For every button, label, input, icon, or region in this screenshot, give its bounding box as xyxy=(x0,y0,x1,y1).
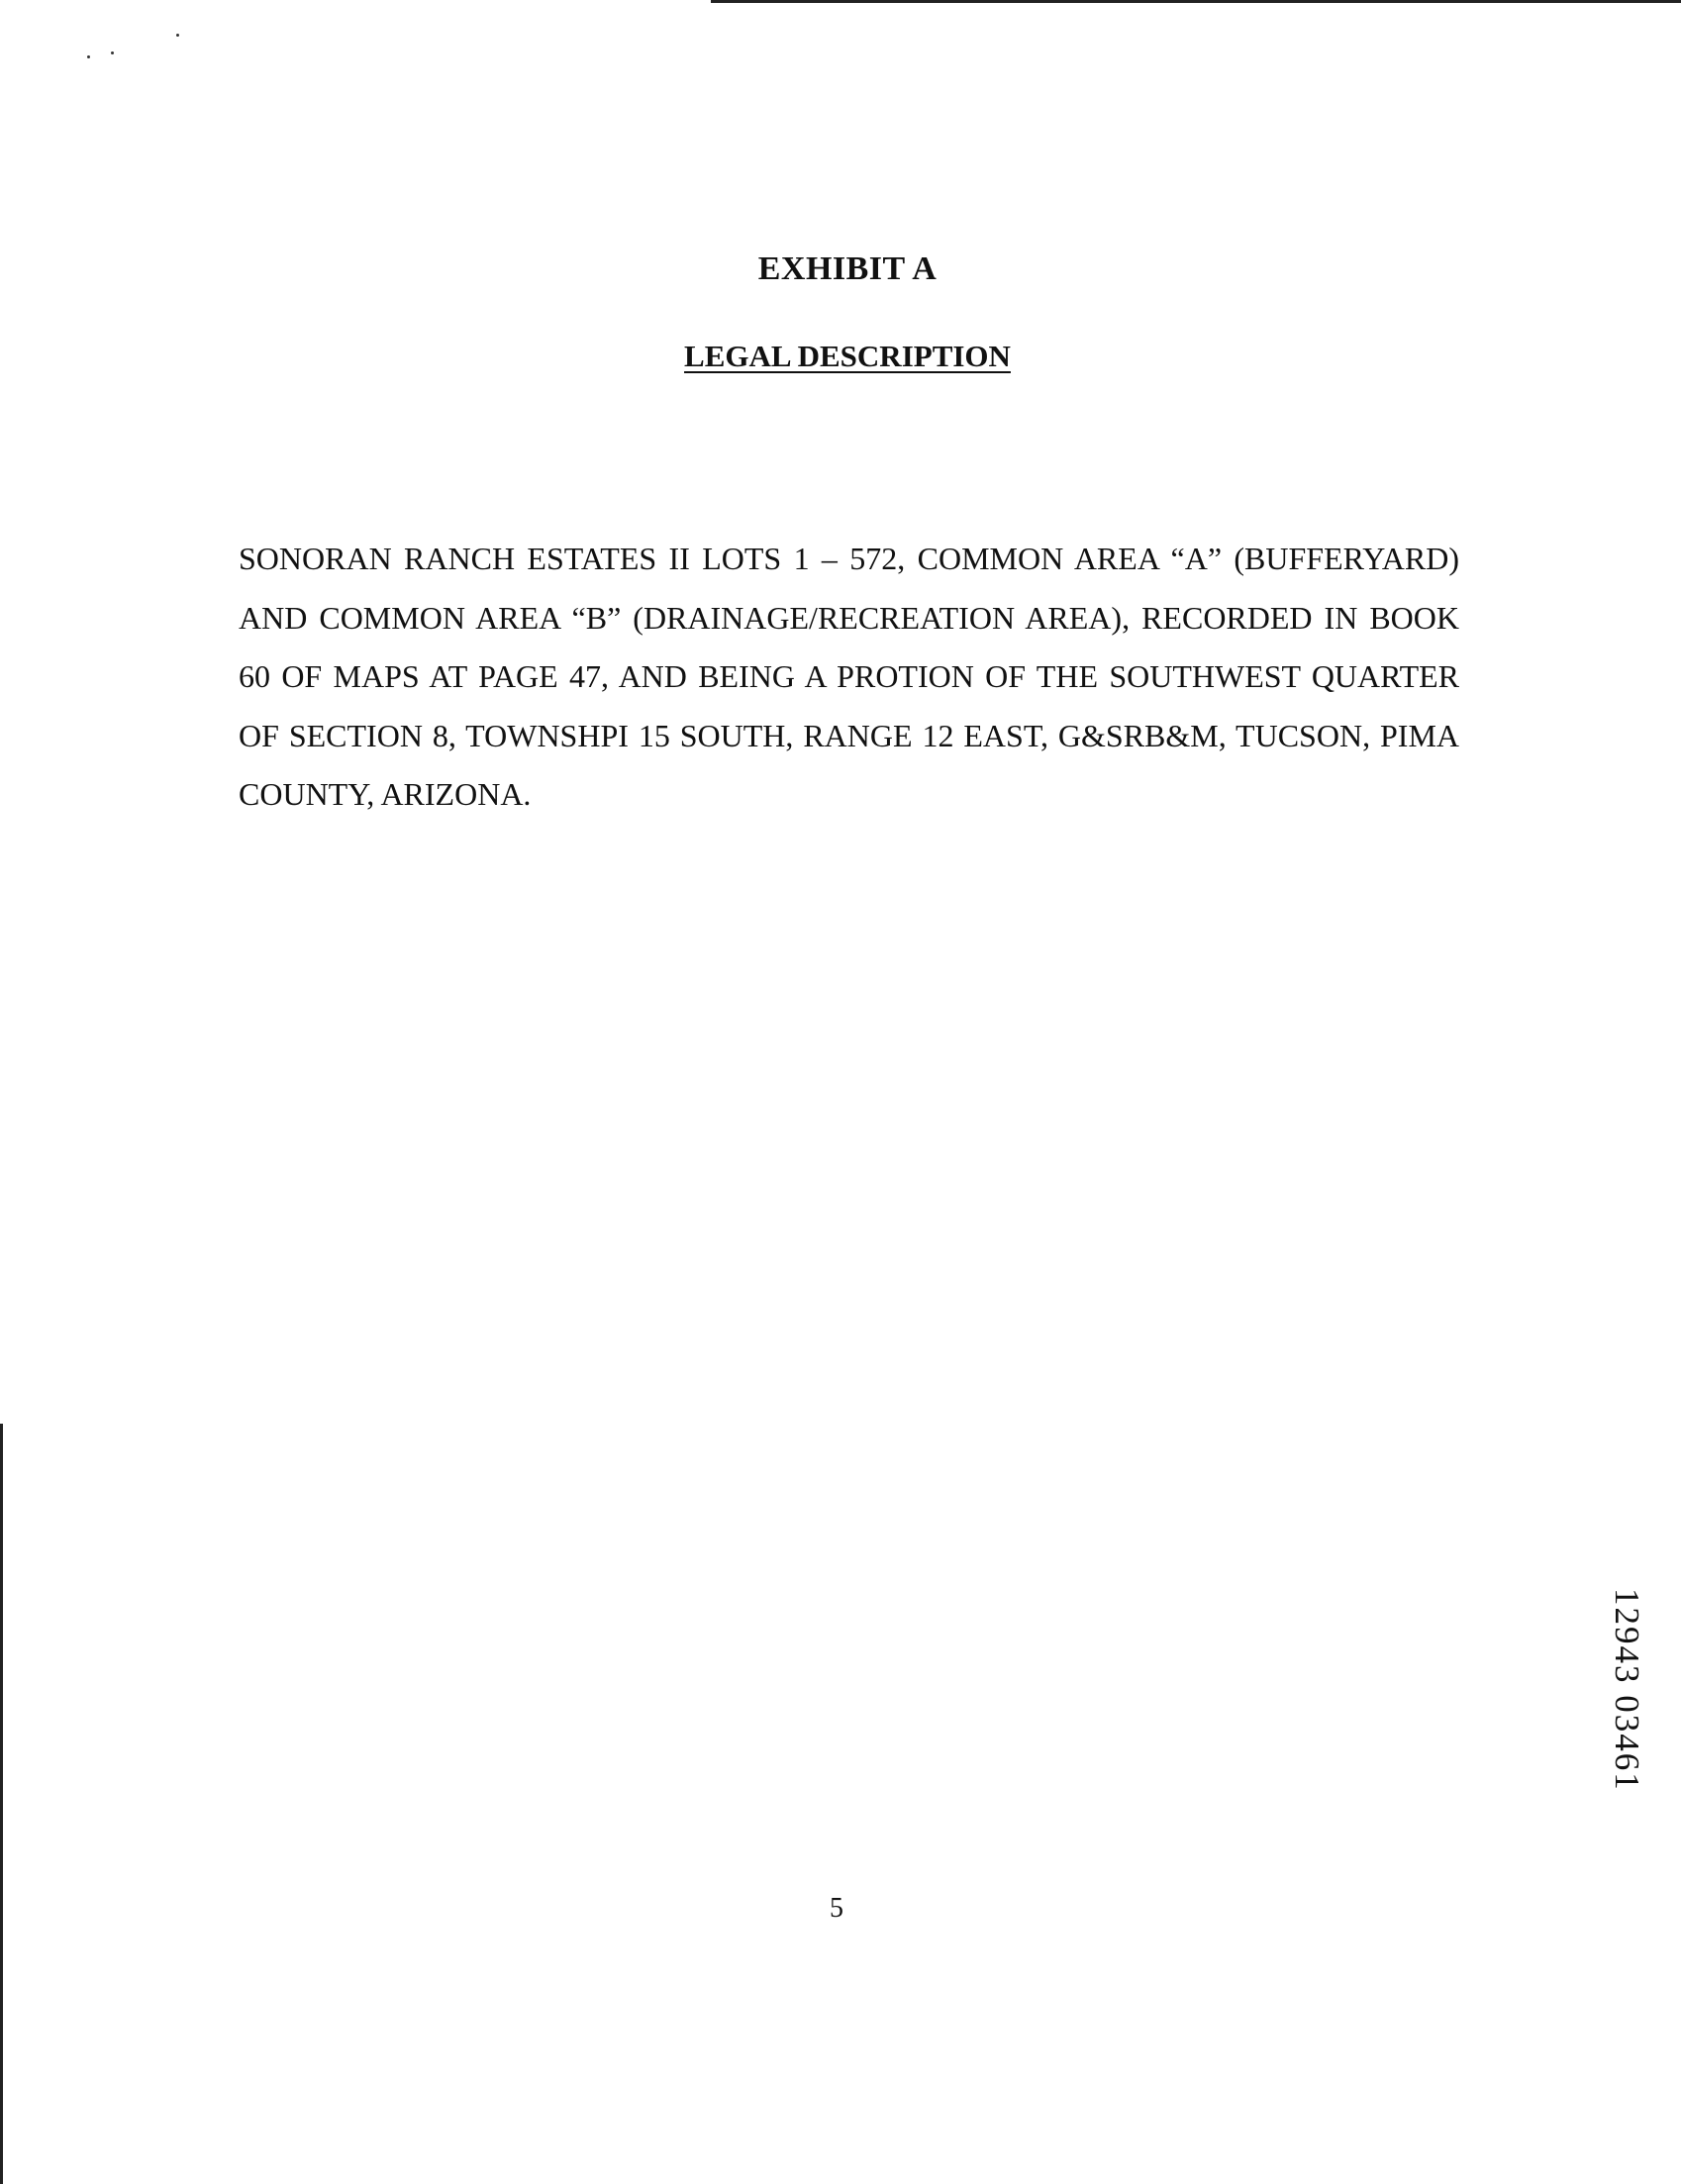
scan-speck xyxy=(111,51,114,54)
scan-speck xyxy=(87,55,90,58)
exhibit-title: EXHIBIT A xyxy=(757,250,938,287)
recording-stamp xyxy=(1609,1588,1648,1865)
page-number: 5 xyxy=(830,1893,843,1924)
scan-edge-top xyxy=(711,0,1681,3)
recording-stamp-text: 12943 03461 xyxy=(1608,1588,1646,1792)
legal-description-text: SONORAN RANCH ESTATES II LOTS 1 – 572, COMMON AREA “A” (BUFFERYARD) AND COMMON AREA “B” (DRAINAGE/RECREATION AREA), RECORDED IN BOOK 60 OF MAPS AT PAGE 47, AND BEING A PROTION OF THE SOUTHWEST QUARTER OF SECTION 8, TOWNSHPI 15 SOUTH, RANGE 12 EAST, G&SRB&M, TUCSON, PIMA COUNTY, ARIZONA. xyxy=(239,541,1459,812)
scan-speck xyxy=(176,34,179,37)
section-heading xyxy=(0,339,1681,374)
section-heading-text: LEGAL DESCRIPTION xyxy=(684,339,1011,373)
scan-edge-left xyxy=(0,1424,3,2184)
